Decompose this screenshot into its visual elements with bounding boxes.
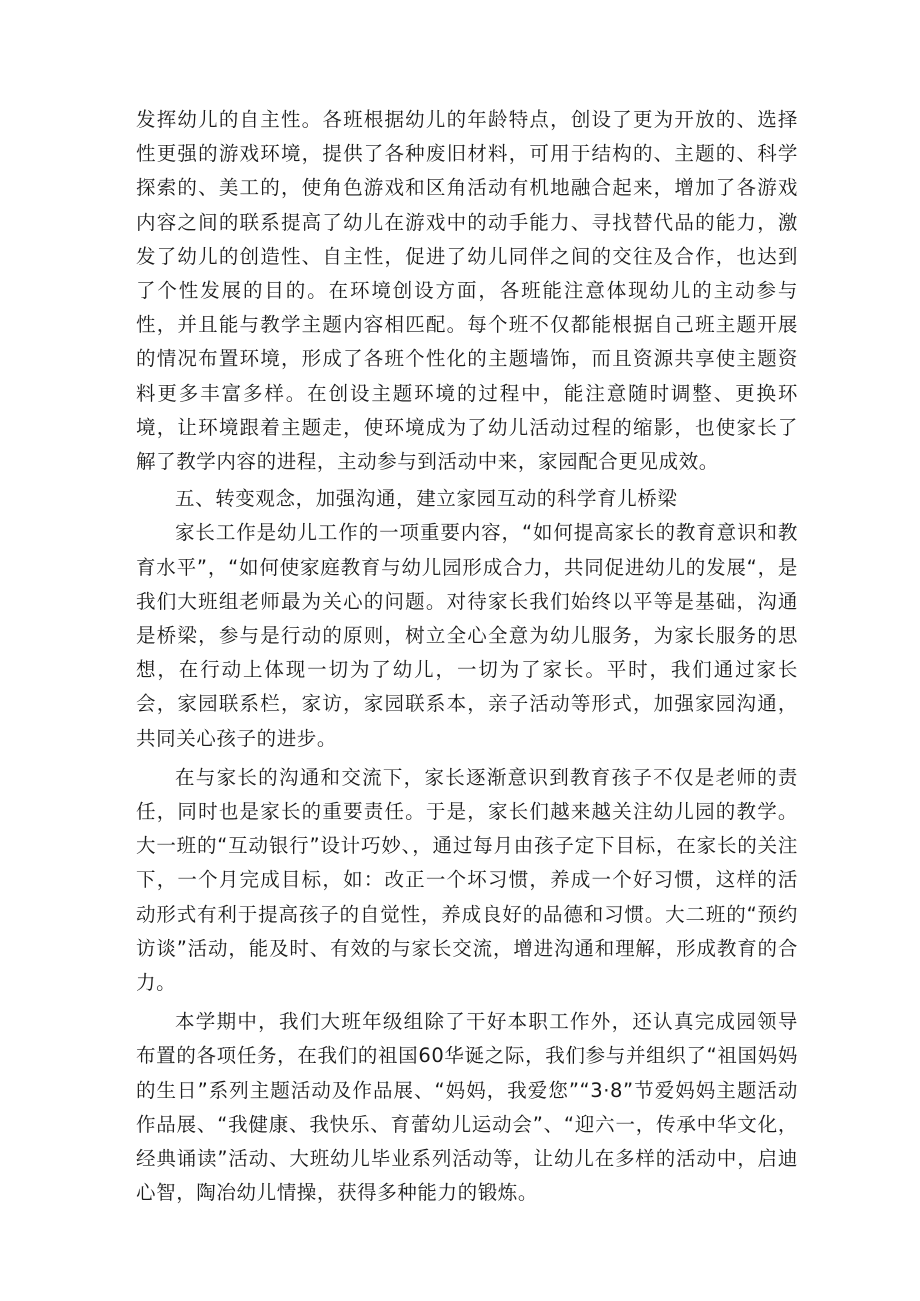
paragraph-semester-activities: 本学期中，我们大班年级组除了干好本职工作外，还认真完成园领导布置的各项任务，在我们的祖国60华诞之际，我们参与并组织了“祖国妈妈的生日”系列主题活动及作品展、“妈妈，我爱您”“3·8”节爱妈妈主题活动作品展、“我健康、我快乐、育蕾幼儿运动会”、“迎六一，传承中华文化，经典诵读”活动、大班幼儿毕业系列活动等，让幼儿在多样的活动中，启迪心智，陶冶幼儿情操，获得多种能力的锻炼。 — [136, 1010, 798, 1205]
document-body — [136, 103, 798, 1211]
section-heading: 五、转变观念，加强沟通，建立家园互动的科学育儿桥梁 — [175, 487, 678, 511]
paragraph-parent-work: 家长工作是幼儿工作的一项重要内容，“如何提高家长的教育意识和教育水平”，“如何使家庭教育与幼儿园形成合力，共同促进幼儿的发展“，是我们大班组老师最为关心的问题。对待家长我们始终以平等是基础，沟通是桥梁，参与是行动的原则，树立全心全意为幼儿服务，为家长服务的思想，在行动上体现一切为了幼儿，一切为了家长。平时，我们通过家长会，家园联系栏，家访，家园联系本，亲子活动等形式，加强家园沟通，共同关心孩子的进步。 — [136, 521, 798, 750]
paragraph-communication: 在与家长的沟通和交流下，家长逐渐意识到教育孩子不仅是老师的责任，同时也是家长的重要责任。于是，家长们越来越关注幼儿园的教学。大一班的“互动银行”设计巧妙、，通过每月由孩子定下目标，在家长的关注下，一个月完成目标，如：改正一个坏习惯，养成一个好习惯，这样的活动形式有利于提高孩子的自觉性，养成良好的品德和习惯。大二班的“预约访谈”活动，能及时、有效的与家长交流，增进沟通和理解，形成教育的合力。 — [136, 765, 798, 995]
paragraph-continued: 发挥幼儿的自主性。各班根据幼儿的年龄特点，创设了更为开放的、选择性更强的游戏环境，提供了各种废旧材料，可用于结构的、主题的、科学探索的、美工的，使角色游戏和区角活动有机地融合起来，增加了各游戏内容之间的联系提高了幼儿在游戏中的动手能力、寻找替代品的能力，激发了幼儿的创造性、自主性，促进了幼儿同伴之间的交往及合作，也达到了个性发展的目的。在环境创设方面，各班能注意体现幼儿的主动参与性，并且能与教学主题内容相匹配。每个班不仅都能根据自己班主题开展的情况布置环境，形成了各班个性化的主题墙饰，而且资源共享使主题资料更多丰富多样。在创设主题环境的过程中，能注意随时调整、更换环境，让环境跟着主题走，使环境成为了幼儿活动过程的缩影，也使家长了解了教学内容的进程，主动参与到活动中来，家园配合更见成效。 — [136, 108, 798, 474]
